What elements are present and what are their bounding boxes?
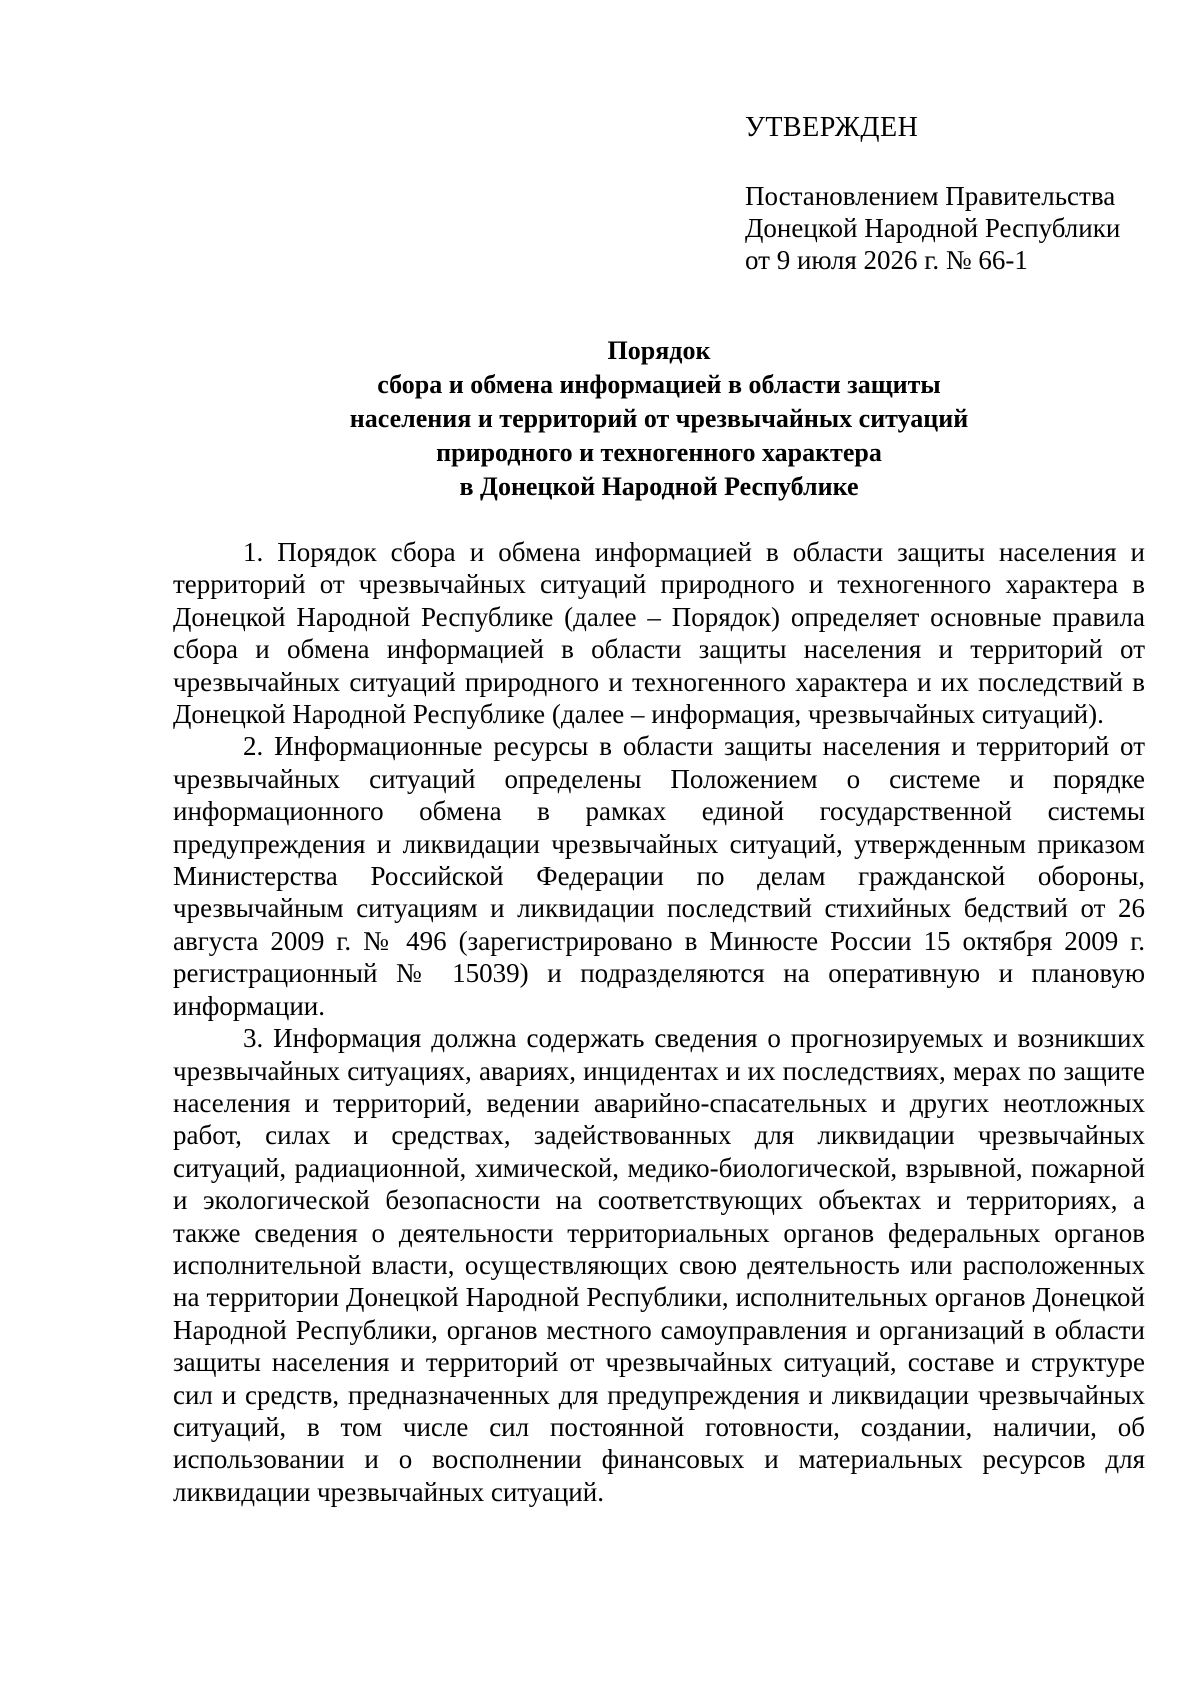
title-subline: сбора и обмена информацией в области защиты <box>377 370 941 399</box>
paragraph-2: 2. Информационные ресурсы в области защиты населения и территорий от чрезвычайных ситуаций определены Положением о системе и порядке информационного обмена в рамках единой государственной системы предупреждения и ликвидации чрезвычайных ситуаций, утвержденным приказом Министерства Российской Федерации по делам гражданской обороны, чрезвычайным ситуациям и ликвидации последствий стихийных бедствий от 26 августа 2009 г. № 496 (зарегистрировано в Минюсте России 15 октября 2009 г. регистрационный № 15039) и подразделяются на оперативную и плановую информации. <box>173 731 1145 1021</box>
document-body <box>173 536 1145 1508</box>
approved-heading: УТВЕРЖДЕН <box>745 112 919 143</box>
document-title <box>170 334 1148 504</box>
decree-date-number: от 9 июля 2026 г. № 66-1 <box>745 245 1028 275</box>
decree-reference-line: Постановлением Правительства <box>745 181 1116 211</box>
paragraph-1: 1. Порядок сбора и обмена информацией в области защиты населения и территорий от чрезвычайных ситуаций природного и техногенного характера в Донецкой Народной Республике (далее – Порядок) определяет основные правила сбора и обмена информацией в области защиты населения и территорий от чрезвычайных ситуаций природного и техногенного характера и их последствий в Донецкой Народной Республике (далее – информация, чрезвычайных ситуаций). <box>173 537 1145 730</box>
title-main: Порядок <box>607 336 711 365</box>
title-subline: населения и территорий от чрезвычайных ситуаций <box>349 404 969 433</box>
title-subline: природного и техногенного характера <box>436 438 882 467</box>
paragraph-3: 3. Информация должна содержать сведения о прогнозируемых и возникших чрезвычайных ситуациях, авариях, инцидентах и их последствиях, мерах по защите населения и территорий, ведении аварийно-спасательных и других неотложных работ, силах и средствах, задействованных для ликвидации чрезвычайных ситуаций, радиационной, химической, медико-биологической, взрывной, пожарной и экологической безопасности на соответствующих объектах и территориях, а также сведения о деятельности территориальных органов федеральных органов исполнительной власти, осуществляющих свою деятельность или расположенных на территории Донецкой Народной Республики, исполнительных органов Донецкой Народной Республики, органов местного самоуправления и организаций в области защиты населения и территорий от чрезвычайных ситуаций, составе и структуре сил и средств, предназначенных для предупреждения и ликвидации чрезвычайных ситуаций, в том числе сил постоянной готовности, создании, наличии, об использовании и о восполнении финансовых и материальных ресурсов для ликвидации чрезвычайных ситуаций. <box>173 1023 1145 1507</box>
approval-stamp-block <box>745 112 1165 276</box>
title-subline: в Донецкой Народной Республике <box>459 472 859 501</box>
decree-reference-line: Донецкой Народной Республики <box>745 213 1121 243</box>
